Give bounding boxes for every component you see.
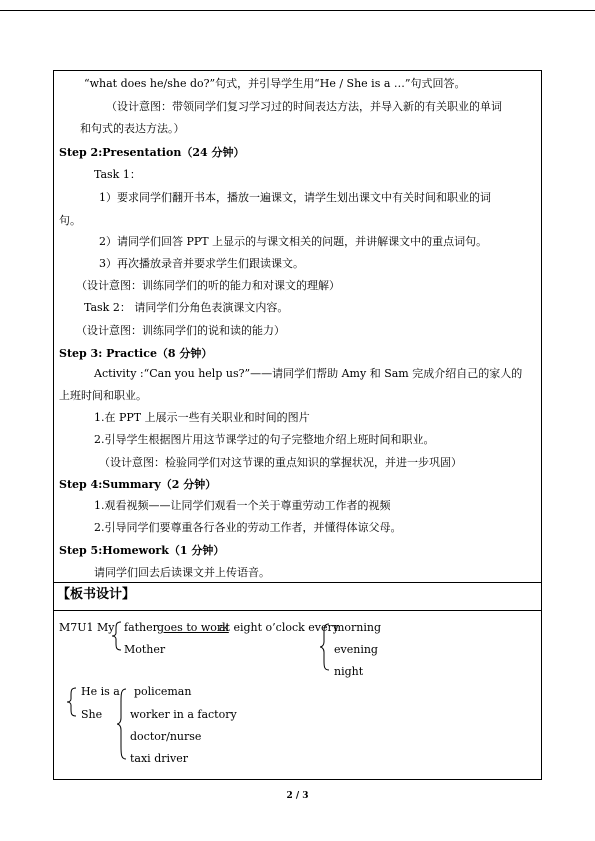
task1-label: Task 1： — [94, 168, 141, 181]
board-job-worker: worker in a factory — [130, 708, 237, 721]
right-brace-icon — [319, 623, 331, 671]
step5-heading: Step 5:Homework（1 分钟） — [59, 544, 225, 557]
board-he-is-a: He is a — [81, 685, 120, 698]
board-she: She — [81, 708, 103, 721]
task2-label: Task 2： 请同学们分角色表演课文内容。 — [84, 301, 289, 314]
task1-item1: 1）要求同学们翻开书本，播放一遍课文，请学生划出课文中有关时间和职业的词 — [99, 191, 491, 204]
task1-item3: 3）再次播放录音并要求学生们跟读课文。 — [99, 257, 304, 270]
step5-item: 请同学们回去后读课文并上传语音。 — [94, 566, 270, 579]
board-time-night: night — [334, 665, 364, 678]
step4-item2: 2.引导同学们要尊重各行各业的劳动工作者，并懂得体谅父母。 — [94, 521, 402, 534]
board-goes-to-work: goes to work — [157, 621, 229, 634]
left-brace-icon — [66, 687, 78, 717]
step4-item1: 1.观看视频——让同学们观看一个关于尊重劳动工作者的视频 — [94, 499, 391, 512]
task1-design: （设计意图：训练同学们的听的能力和对课文的理解） — [76, 279, 340, 292]
board-father: father — [124, 621, 158, 634]
page-number: 2 / 3 — [286, 791, 309, 801]
lesson-plan-table — [53, 70, 542, 780]
step3-item1: 1.在 PPT 上展示一些有关职业和时间的图片 — [94, 411, 310, 424]
step4-heading: Step 4:Summary（2 分钟） — [59, 478, 217, 491]
activity-line-cont: 上班时间和职业。 — [59, 389, 147, 402]
board-job-doctor: doctor/nurse — [130, 730, 202, 743]
board-job-policeman: policeman — [134, 685, 192, 698]
task1-item1-cont: 句。 — [59, 214, 81, 227]
step3-item2: 2.引导学生根据图片用这节课学过的句子完整地介绍上班时间和职业。 — [94, 433, 435, 446]
board-time-evening: evening — [334, 643, 378, 656]
board-mother: Mother — [124, 643, 166, 656]
board-lesson-label: M7U1 My — [59, 621, 115, 634]
activity-line: Activity :“Can you help us?”——请同学们帮助 Amy 和 Sam 完成介绍自己的家人的 — [94, 367, 523, 380]
step3-design: （设计意图：检验同学们对这节课的重点知识的掌握状况，并进一步巩固） — [99, 456, 462, 469]
step2-heading: Step 2:Presentation（24 分钟） — [59, 146, 245, 159]
row-divider — [54, 610, 541, 611]
left-brace-icon — [116, 688, 128, 760]
left-brace-icon — [111, 621, 123, 651]
board-job-taxi: taxi driver — [130, 752, 188, 765]
row-divider — [54, 582, 541, 583]
task2-design: （设计意图：训练同学们的说和读的能力） — [76, 324, 285, 337]
design-note-cont: 和句式的表达方法。） — [80, 122, 185, 135]
text-line: “what does he/she do?”句式，并引导学生用“He / She is a …”句式回答。 — [84, 77, 466, 90]
header-rule — [0, 10, 595, 11]
board-at-clock: at eight o’clock every — [219, 621, 339, 634]
board-design-title: 【板书设计】 — [57, 587, 136, 602]
design-note: （设计意图：带领同学们复习学习过的时间表达方法，并导入新的有关职业的单词 — [106, 100, 502, 113]
step3-heading: Step 3: Practice（8 分钟） — [59, 347, 213, 360]
board-time-morning: morning — [334, 621, 382, 634]
task1-item2: 2）请同学们回答 PPT 上显示的与课文相关的问题，并讲解课文中的重点词句。 — [99, 235, 488, 248]
